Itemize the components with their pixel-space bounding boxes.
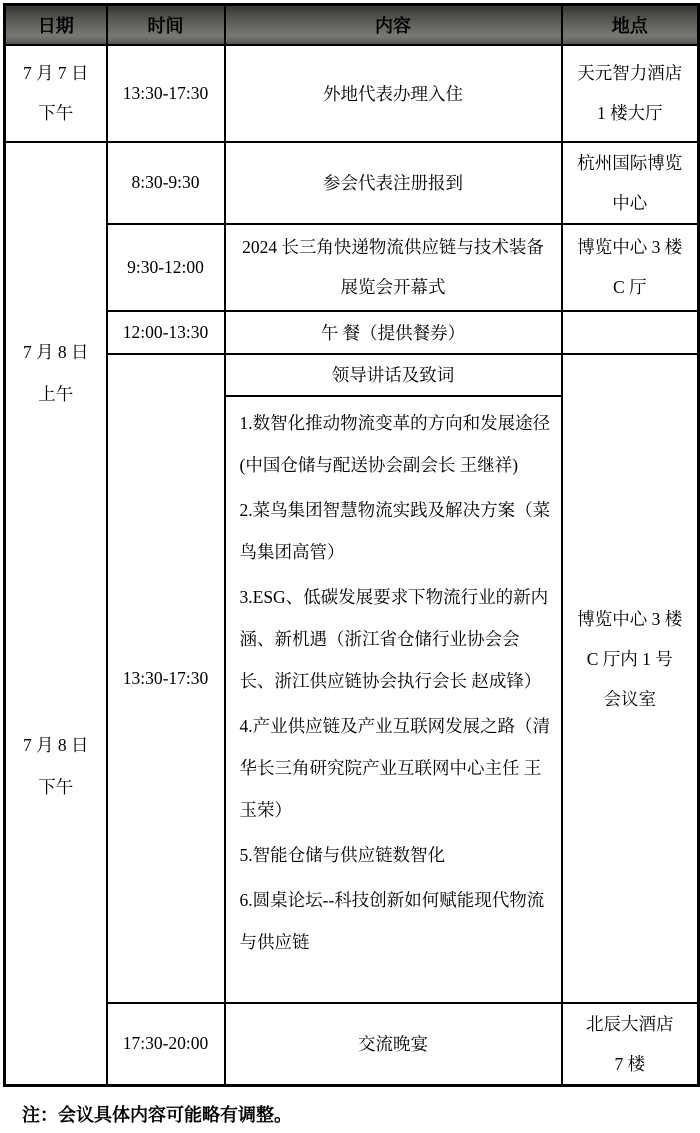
location-line: 会议室	[603, 689, 656, 709]
header-cell-location: 地点	[562, 5, 699, 45]
agenda-item: 3.ESG、低碳发展要求下物流行业的新内涵、新机遇（浙江省仓储行业协会会长、浙江供应链协会执行会长 赵成锋）	[239, 586, 549, 691]
row-dinner	[5, 1003, 699, 1086]
cell-opening-time: 9:30-12:00	[107, 224, 225, 311]
cell-opening-content	[225, 224, 562, 311]
cell-forum-location	[562, 354, 699, 1003]
row-checkin	[5, 45, 699, 142]
agenda-item: 1.数智化推动物流变革的方向和发展途径(中国仓储与配送协会副会长 王继祥)	[239, 412, 551, 475]
date-line: 下午	[38, 103, 74, 123]
jul8-morning-label	[6, 331, 106, 415]
cell-checkin-time: 13:30-17:30	[107, 45, 225, 142]
cell-checkin-location	[562, 45, 699, 142]
content-line: 2024 长三角快递物流供应链与技术装备	[242, 237, 544, 257]
content-line: 展览会开幕式	[340, 277, 446, 297]
footnote: 注：会议具体内容可能略有调整。	[22, 1105, 292, 1125]
location-line: 7 楼	[614, 1053, 646, 1074]
table-header-row	[5, 5, 699, 45]
cell-checkin-date	[5, 45, 107, 142]
row-opening	[5, 224, 699, 311]
cell-opening-location	[562, 224, 699, 311]
cell-lunch-time: 12:00-13:30	[107, 311, 225, 354]
row-lunch	[5, 311, 699, 354]
agenda-item: 4.产业供应链及产业互联网发展之路（清华长三角研究院产业互联网中心主任 王玉荣）	[239, 715, 551, 820]
date-line: 7 月 8 日	[22, 734, 89, 755]
location-line: C 厅内 1 号	[586, 649, 673, 669]
cell-checkin-content: 外地代表办理入住	[225, 45, 562, 142]
date-line: 下午	[38, 776, 74, 797]
date-line: 7 月 8 日	[22, 341, 89, 362]
cell-dinner-location	[562, 1003, 699, 1086]
cell-forum-time: 13:30-17:30	[107, 354, 225, 1003]
location-line: 天元智力酒店	[577, 63, 683, 83]
cell-forum-title: 领导讲话及致词	[225, 354, 562, 396]
row-forum-header	[5, 354, 699, 396]
agenda-item: 5.智能仓储与供应链数智化	[239, 844, 446, 865]
cell-lunch-content: 午 餐（提供餐券）	[225, 311, 562, 354]
location-line: C 厅	[612, 277, 647, 297]
cell-registration-location	[562, 142, 699, 224]
cell-dinner-content: 交流晚宴	[225, 1003, 562, 1086]
cell-lunch-location	[562, 311, 699, 354]
header-cell-date: 日期	[5, 5, 107, 45]
cell-jul8-date	[5, 142, 107, 1086]
header-cell-content: 内容	[225, 5, 562, 45]
agenda-item: 2.菜鸟集团智慧物流实践及解决方案（菜鸟集团高管）	[239, 499, 551, 562]
schedule-table	[3, 3, 700, 1087]
location-line: 1 楼大厅	[596, 103, 663, 123]
location-line: 博览中心 3 楼	[577, 237, 683, 257]
date-line: 上午	[38, 383, 74, 404]
cell-dinner-time: 17:30-20:00	[107, 1003, 225, 1086]
agenda-item: 6.圆桌论坛--科技创新如何赋能现代物流与供应链	[239, 889, 545, 952]
cell-registration-time: 8:30-9:30	[107, 142, 225, 224]
jul8-afternoon-label	[6, 724, 106, 808]
header-cell-time: 时间	[107, 5, 225, 45]
location-line: 博览中心 3 楼	[577, 609, 683, 629]
cell-forum-agenda	[225, 396, 562, 1003]
location-line: 杭州国际博览	[577, 152, 683, 173]
date-line: 7 月 7 日	[22, 63, 89, 83]
location-line: 北辰大酒店	[586, 1013, 674, 1034]
location-line: 中心	[612, 192, 648, 213]
row-registration	[5, 142, 699, 224]
cell-registration-content: 参会代表注册报到	[225, 142, 562, 224]
